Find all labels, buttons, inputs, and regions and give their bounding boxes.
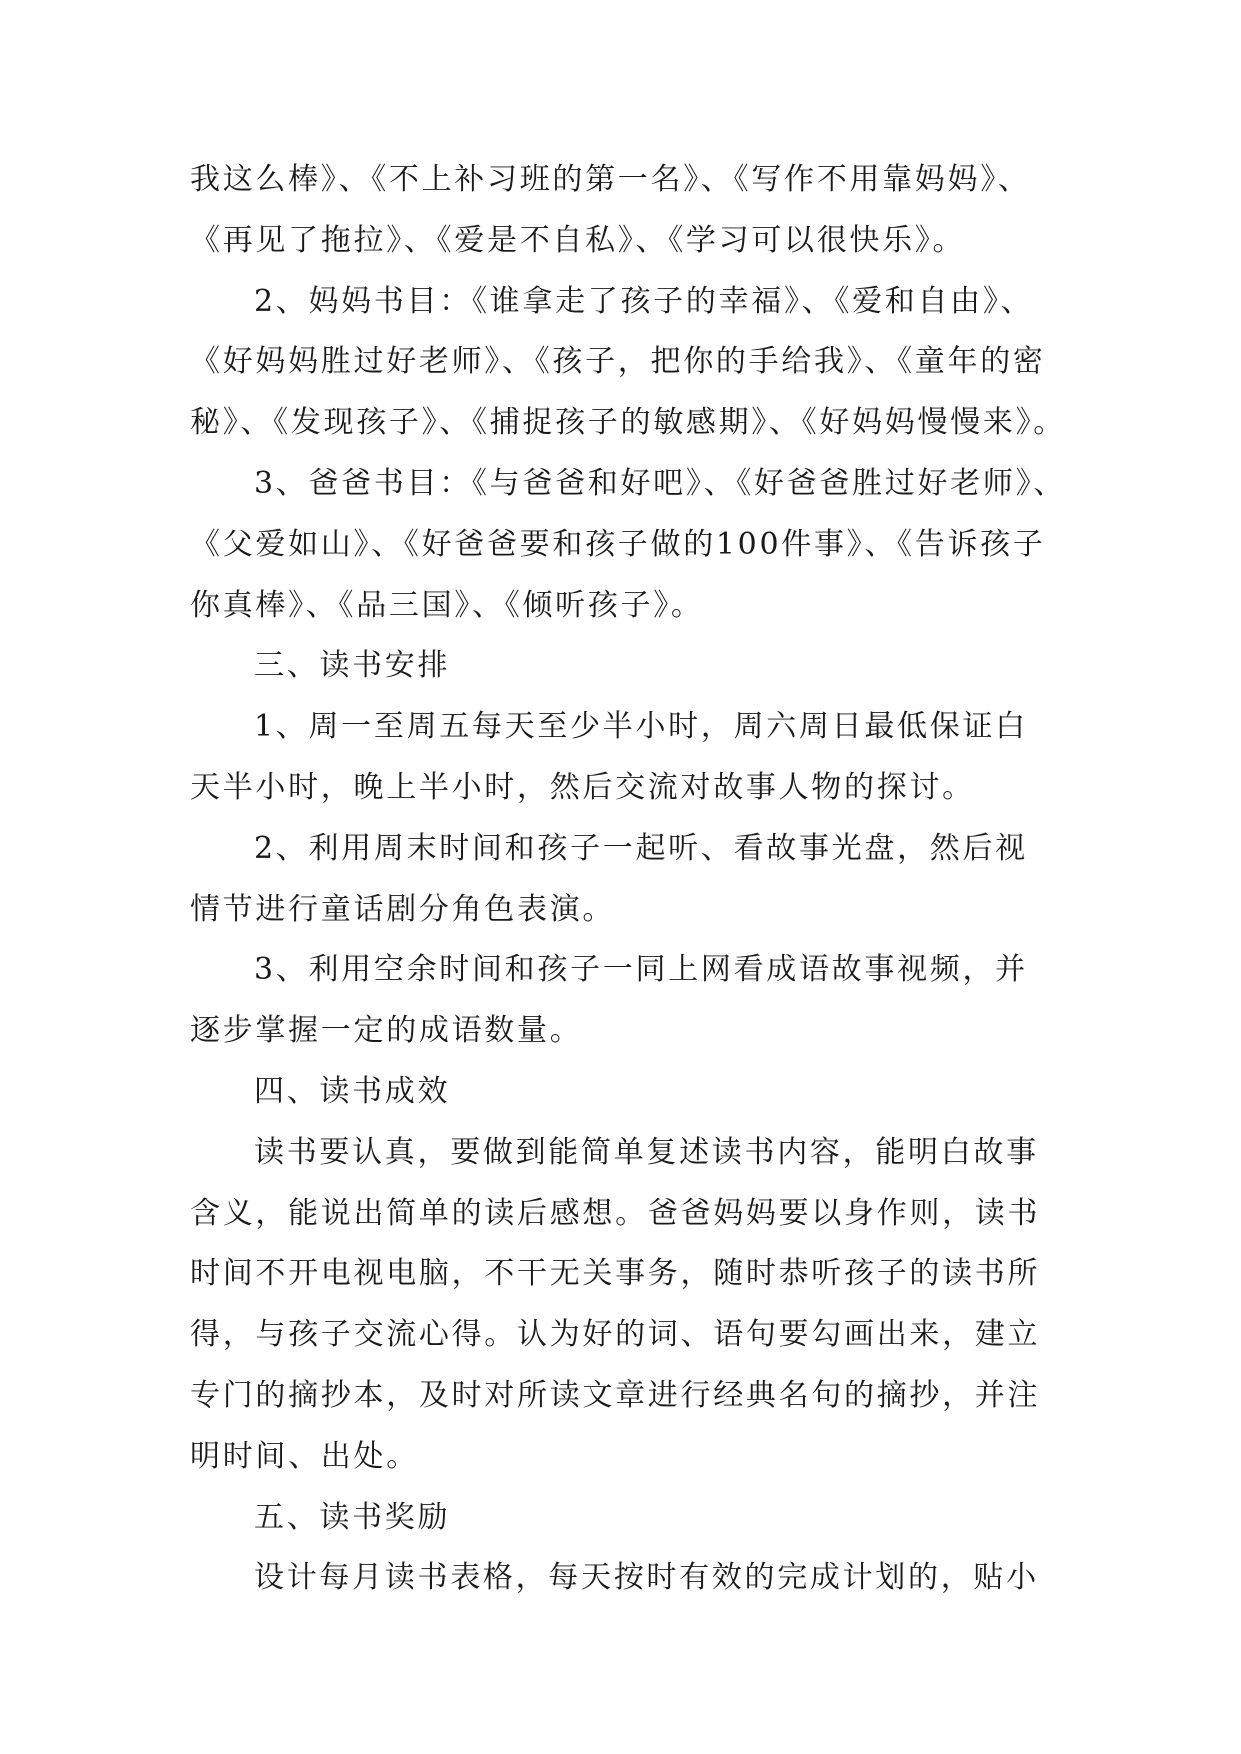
text-line: 《好妈妈胜过好老师》、《孩子，把你的手给我》、《童年的密 (190, 344, 1046, 380)
document-body (190, 160, 1090, 1599)
text-line: 逐步掌握一定的成语数量。 (190, 1013, 583, 1049)
section-heading: 三、读书安排 (254, 648, 451, 684)
text-line: 专门的摘抄本，及时对所读文章进行经典名句的摘抄，并注 (190, 1377, 1041, 1413)
text-line: 《再见了拖拉》、《爱是不自私》、《学习可以很快乐》。 (190, 222, 966, 258)
text-line: 1、周一至周五每天至少半小时，周六周日最低保证白 (254, 709, 1028, 745)
section-heading: 四、读书成效 (254, 1073, 451, 1109)
text-line: 含义，能说出简单的读后感想。爸爸妈妈要以身作则，读书 (190, 1195, 1041, 1231)
text-line: 明时间、出处。 (190, 1438, 419, 1474)
text-line: 读书要认真，要做到能简单复述读书内容，能明白故事 (254, 1134, 1039, 1170)
text-line: 天半小时，晚上半小时，然后交流对故事人物的探讨。 (190, 769, 975, 805)
text-line: 秘》、《发现孩子》、《捕捉孩子的敏感期》、《好妈妈慢慢来》。 (190, 405, 1066, 441)
text-line: 3、利用空余时间和孩子一同上网看成语故事视频，并 (254, 952, 1028, 988)
text-line: 时间不开电视电脑，不干无关事务，随时恭听孩子的读书所 (190, 1256, 1041, 1292)
text-line: 3、爸爸书目：《与爸爸和好吧》、《好爸爸胜过好老师》、 (254, 465, 1066, 501)
text-line: 你真棒》、《品三国》、《倾听孩子》。 (190, 587, 704, 623)
text-line: 我这么棒》、《不上补习班的第一名》、《写作不用靠妈妈》、 (190, 162, 1031, 197)
text-line: 情节进行童话剧分角色表演。 (190, 891, 616, 927)
text-line: 得，与孩子交流心得。认为好的词、语句要勾画出来，建立 (190, 1317, 1041, 1353)
text-line: 2、利用周末时间和孩子一起听、看故事光盘，然后视 (254, 830, 1028, 866)
section-heading: 五、读书奖励 (254, 1499, 451, 1535)
text-line: 《父爱如山》、《好爸爸要和孩子做的100件事》、《告诉孩子 (190, 526, 1046, 562)
text-line: 2、妈妈书目：《谁拿走了孩子的幸福》、《爱和自由》、 (254, 283, 1034, 319)
text-line: 设计每月读书表格，每天按时有效的完成计划的，贴小 (254, 1560, 1039, 1596)
